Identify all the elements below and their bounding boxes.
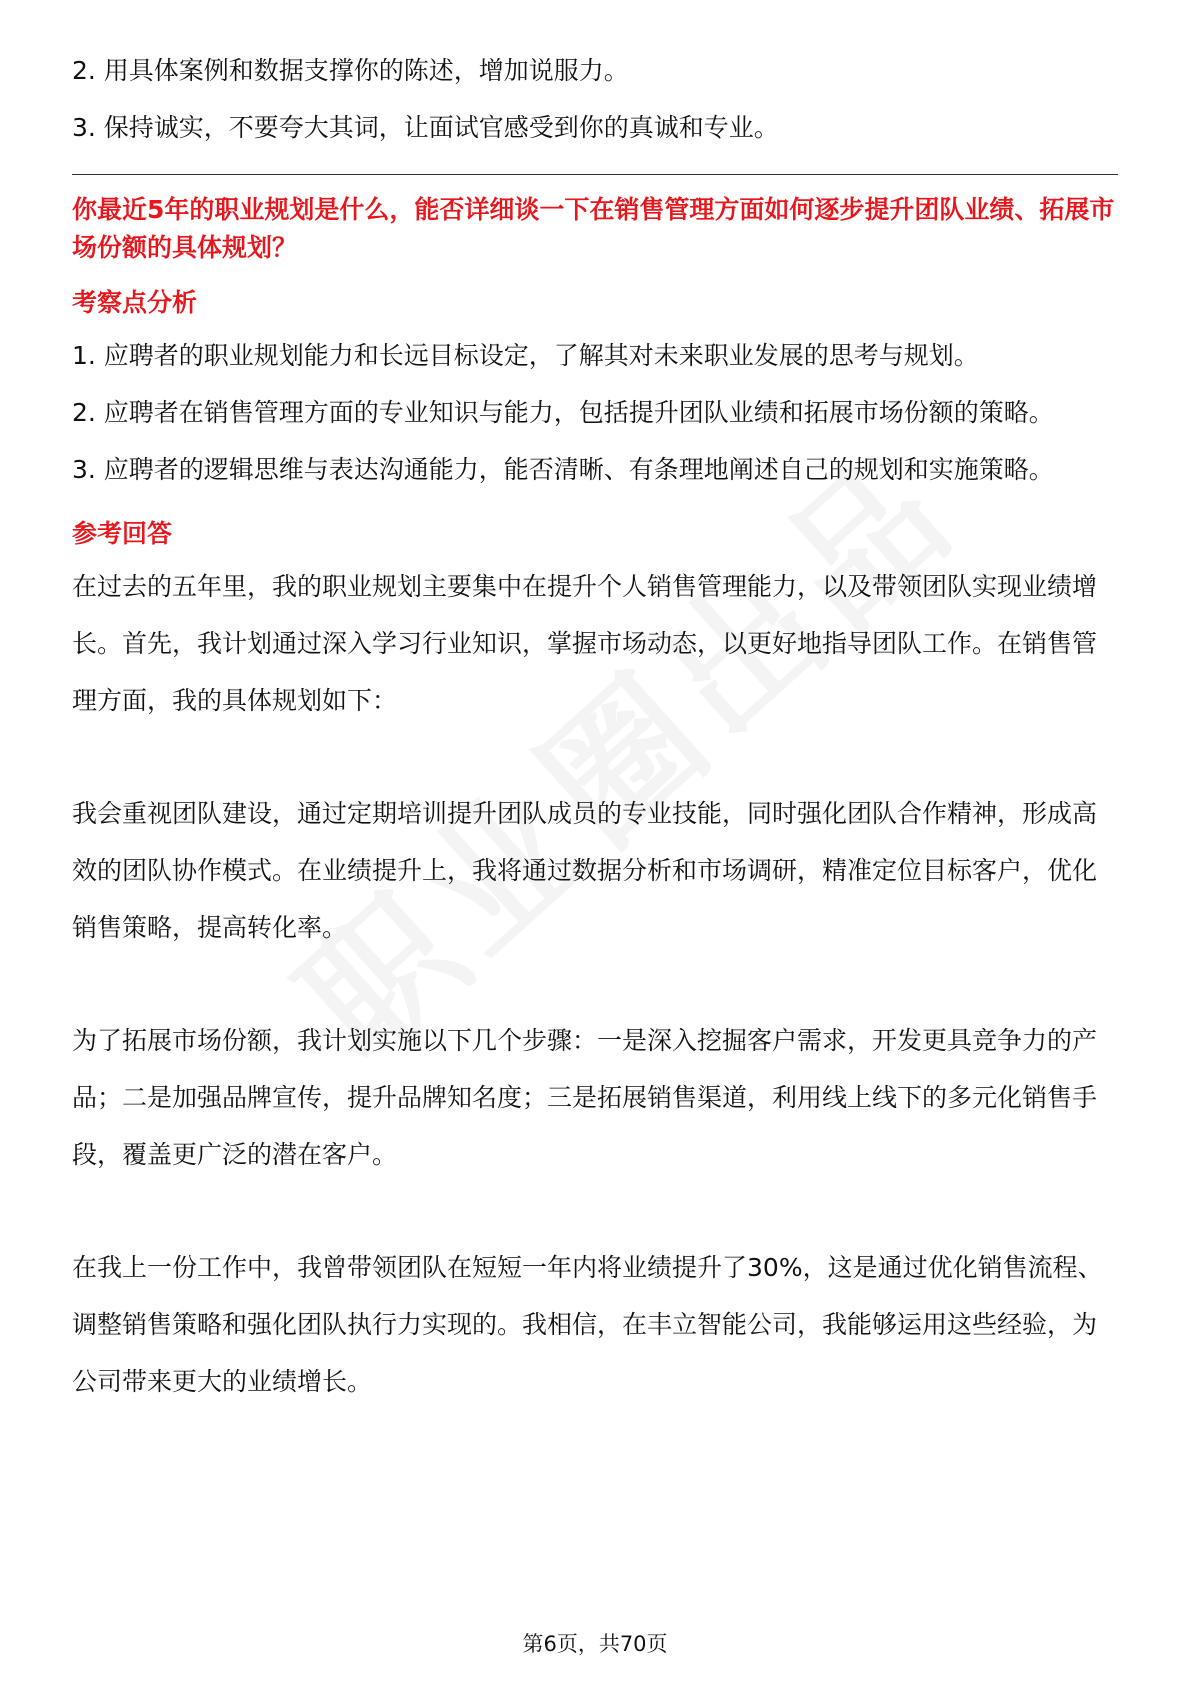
analysis-point: 2. 应聘者在销售管理方面的专业知识与能力，包括提升团队业绩和拓展市场份额的策略。 [72,398,1054,427]
tip-item: 3. 保持诚实，不要夸大其词，让面试官感受到你的真诚和专业。 [72,113,779,142]
interview-question: 你最近5年的职业规划是什么，能否详细谈一下在销售管理方面如何逐步提升团队业绩、拓展市场份额的具体规划？ [72,195,1115,262]
answer-heading: 参考回答 [72,519,173,548]
section-divider [72,174,1118,175]
page-content [72,42,1118,1410]
tip-item: 2. 用具体案例和数据支撑你的陈述，增加说服力。 [72,56,629,85]
analysis-point: 3. 应聘者的逻辑思维与表达沟通能力，能否清晰、有条理地阐述自己的规划和实施策略。 [72,455,1054,484]
answer-paragraph: 为了拓展市场份额，我计划实施以下几个步骤：一是深入挖掘客户需求，开发更具竞争力的产品；二是加强品牌宣传，提升品牌知名度；三是拓展销售渠道，利用线上线下的多元化销售手段，覆盖更广泛的潜在客户。 [72,1026,1098,1169]
answer-paragraph: 在我上一份工作中，我曾带领团队在短短一年内将业绩提升了30%，这是通过优化销售流程、调整销售策略和强化团队执行力实现的。我相信，在丰立智能公司，我能够运用这些经验，为公司带来更大的业绩增长。 [72,1253,1103,1396]
answer-paragraph: 我会重视团队建设，通过定期培训提升团队成员的专业技能，同时强化团队合作精神，形成高效的团队协作模式。在业绩提升上，我将通过数据分析和市场调研，精准定位目标客户，优化销售策略，提高转化率。 [72,799,1098,942]
page-number: 第6页，共70页 [522,1632,668,1656]
analysis-heading: 考察点分析 [72,288,198,317]
analysis-point: 1. 应聘者的职业规划能力和长远目标设定，了解其对未来职业发展的思考与规划。 [72,341,979,370]
answer-paragraph: 在过去的五年里，我的职业规划主要集中在提升个人销售管理能力，以及带领团队实现业绩增长。首先，我计划通过深入学习行业知识，掌握市场动态，以更好地指导团队工作。在销售管理方面，我的具体规划如下： [72,572,1098,715]
